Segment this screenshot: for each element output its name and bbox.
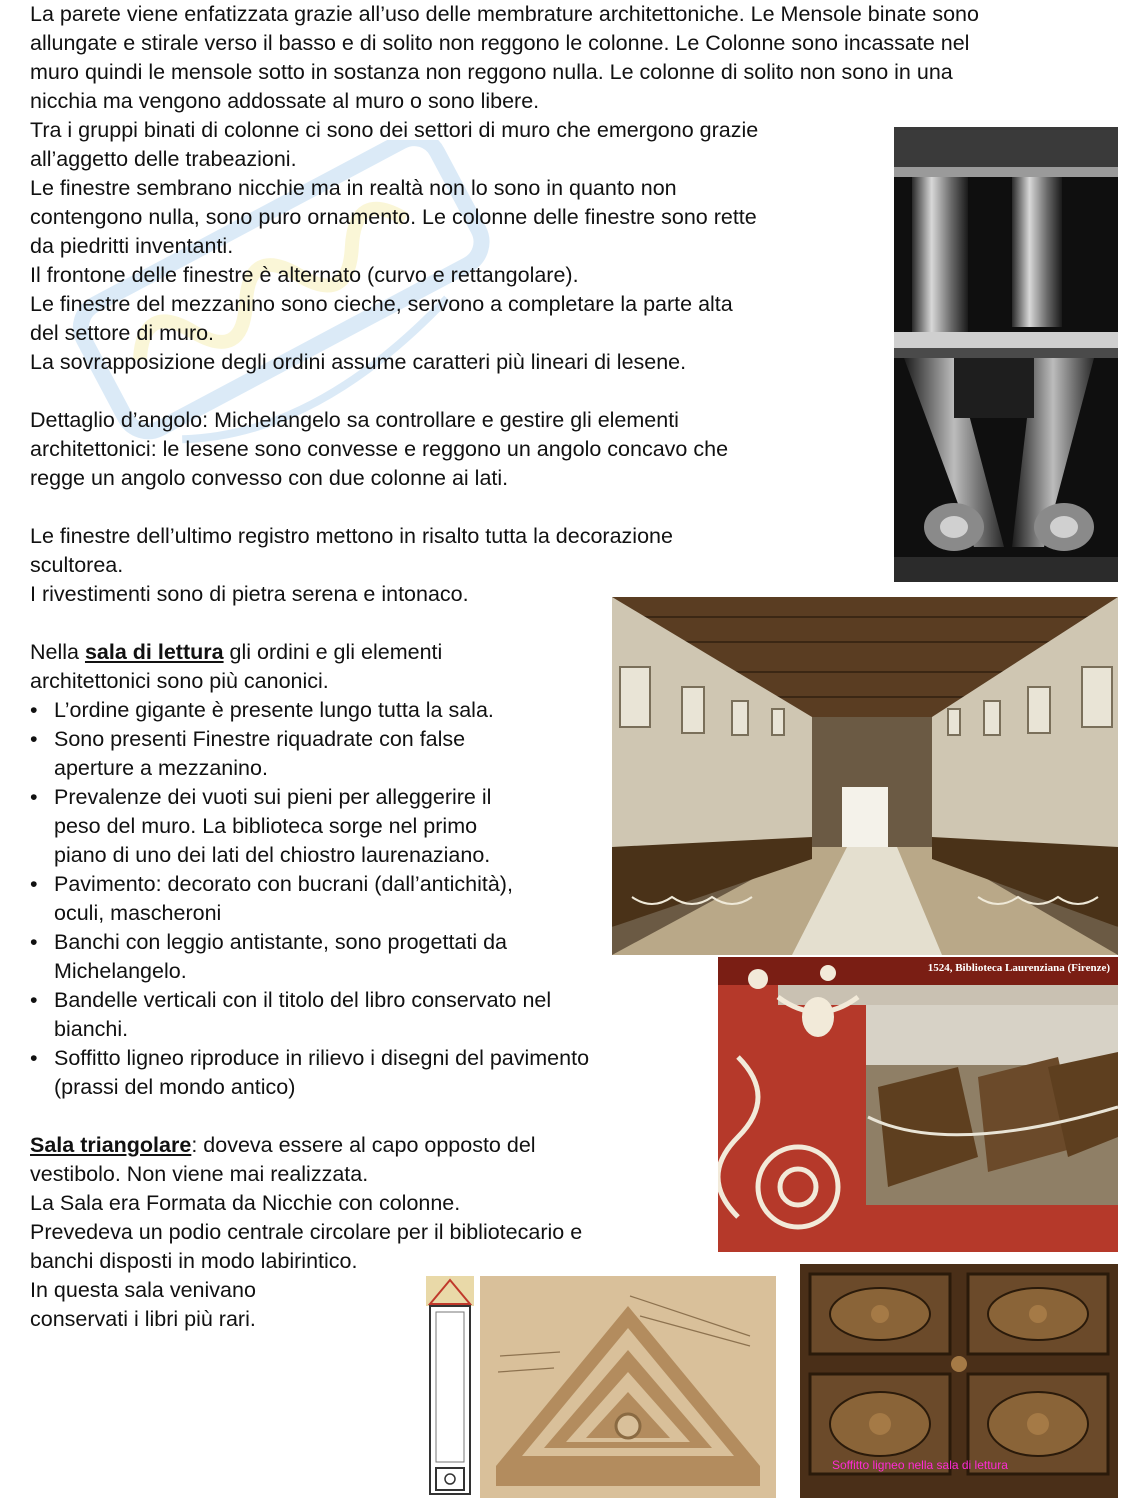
floor-photo-caption: 1524, Biblioteca Laurenziana (Firenze) <box>927 962 1110 974</box>
text-line: Le finestre del mezzanino sono cieche, servono a completare la parte alta <box>30 292 733 316</box>
triangular-room-title: Sala triangolare <box>30 1133 192 1157</box>
corner-detail-paragraph <box>30 406 728 493</box>
text-line: Tra i gruppi binati di colonne ci sono dei settori di muro che emergono grazie <box>30 118 759 142</box>
text-span: Nella <box>30 640 85 664</box>
text-line: Il frontone delle finestre è alternato (curvo e rettangolare). <box>30 263 579 287</box>
bullet-line: oculi, mascheroni <box>54 901 222 925</box>
triangular-room-sketch <box>480 1276 776 1498</box>
bullet-line: • Prevalenze dei vuoti sui pieni per alleggerire il <box>54 785 492 809</box>
text-line: allungate e stirale verso il basso e di solito non reggono le colonne. Le Colonne sono incassate nel <box>30 31 970 55</box>
column-corner-photo <box>894 127 1118 582</box>
text-line: Le finestre sembrano nicchie ma in realtà non lo sono in quanto non <box>30 176 677 200</box>
list-item <box>30 725 589 783</box>
wall-description-paragraph <box>30 116 758 377</box>
upper-register-paragraph <box>30 522 673 609</box>
bullet-line: • Sono presenti Finestre riquadrate con false <box>54 727 466 751</box>
reading-room-bullet-list <box>30 696 589 1102</box>
text-line: scultorea. <box>30 553 124 577</box>
text-line: La parete viene enfatizzata grazie all’uso delle membrature architettoniche. Le Mensole binate sono <box>30 2 979 26</box>
text-line: regge un angolo convesso con due colonne ai lati. <box>30 466 509 490</box>
text-span: : doveva essere al capo opposto del <box>191 1133 536 1157</box>
bullet-line: aperture a mezzanino. <box>54 756 268 780</box>
text-line: architettonici sono più canonici. <box>30 669 329 693</box>
plan-section-drawing <box>426 1276 474 1498</box>
text-line: vestibolo. Non viene mai realizzata. <box>30 1162 369 1186</box>
bullet-line: bianchi. <box>54 1017 129 1041</box>
text-line: In questa sala venivano <box>30 1278 256 1302</box>
text-line: I rivestimenti sono di pietra serena e intonaco. <box>30 582 469 606</box>
floor-and-benches-photo <box>718 957 1118 1252</box>
text-line: all’aggetto delle trabeazioni. <box>30 147 297 171</box>
text-line: nicchia ma vengono addossate al muro o sono libere. <box>30 89 540 113</box>
list-item <box>30 696 589 725</box>
list-item <box>30 783 589 870</box>
reading-room-section <box>30 638 589 1102</box>
text-line: contengono nulla, sono puro ornamento. Le colonne delle finestre sono rette <box>30 205 757 229</box>
list-item <box>30 928 589 986</box>
list-item <box>30 870 589 928</box>
text-line: del settore di muro. <box>30 321 215 345</box>
text-line: Prevedeva un podio centrale circolare per il bibliotecario e <box>30 1220 583 1244</box>
intro-paragraph <box>30 0 979 116</box>
bullet-line: piano di uno dei lati del chiostro laurenaziano. <box>54 843 491 867</box>
text-line: muro quindi le mensole sotto in sostanza non reggono nulla. Le colonne di solito non sono in una <box>30 60 953 84</box>
wooden-ceiling-photo <box>800 1264 1118 1498</box>
list-item <box>30 986 589 1044</box>
text-span: gli ordini e gli elementi <box>223 640 443 664</box>
bullet-line: • L’ordine gigante è presente lungo tutta la sala. <box>54 698 494 722</box>
bullet-line: • Soffitto ligneo riproduce in rilievo i disegni del pavimento <box>54 1046 590 1070</box>
bullet-line: • Banchi con leggio antistante, sono progettati da <box>54 930 508 954</box>
list-item <box>30 1044 589 1102</box>
text-line: La Sala era Formata da Nicchie con colonne. <box>30 1191 461 1215</box>
text-line: da piedritti inventanti. <box>30 234 234 258</box>
bullet-line: • Pavimento: decorato con bucrani (dall’antichità), <box>54 872 513 896</box>
bullet-line: peso del muro. La biblioteca sorge nel primo <box>54 814 478 838</box>
reading-room-photo <box>612 597 1118 955</box>
text-line: Dettaglio d’angolo: Michelangelo sa controllare e gestire gli elementi <box>30 408 679 432</box>
text-line: La sovrapposizione degli ordini assume caratteri più lineari di lesene. <box>30 350 687 374</box>
text-line: conservati i libri più rari. <box>30 1307 256 1331</box>
reading-room-title: sala di lettura <box>84 640 224 664</box>
text-line: Le finestre dell’ultimo registro mettono in risalto tutta la decorazione <box>30 524 673 548</box>
ceiling-photo-caption: Soffitto ligneo nella sala di lettura <box>832 1458 1008 1472</box>
bullet-line: • Bandelle verticali con il titolo del libro conservato nel <box>54 988 552 1012</box>
text-line: architettonici: le lesene sono convesse e reggono un angolo concavo che <box>30 437 729 461</box>
bullet-line: Michelangelo. <box>54 959 187 983</box>
reading-room-heading-line <box>30 638 589 667</box>
text-line: banchi disposti in modo labirintico. <box>30 1249 358 1273</box>
triangular-heading-line <box>30 1131 582 1160</box>
bullet-line: (prassi del mondo antico) <box>54 1075 296 1099</box>
